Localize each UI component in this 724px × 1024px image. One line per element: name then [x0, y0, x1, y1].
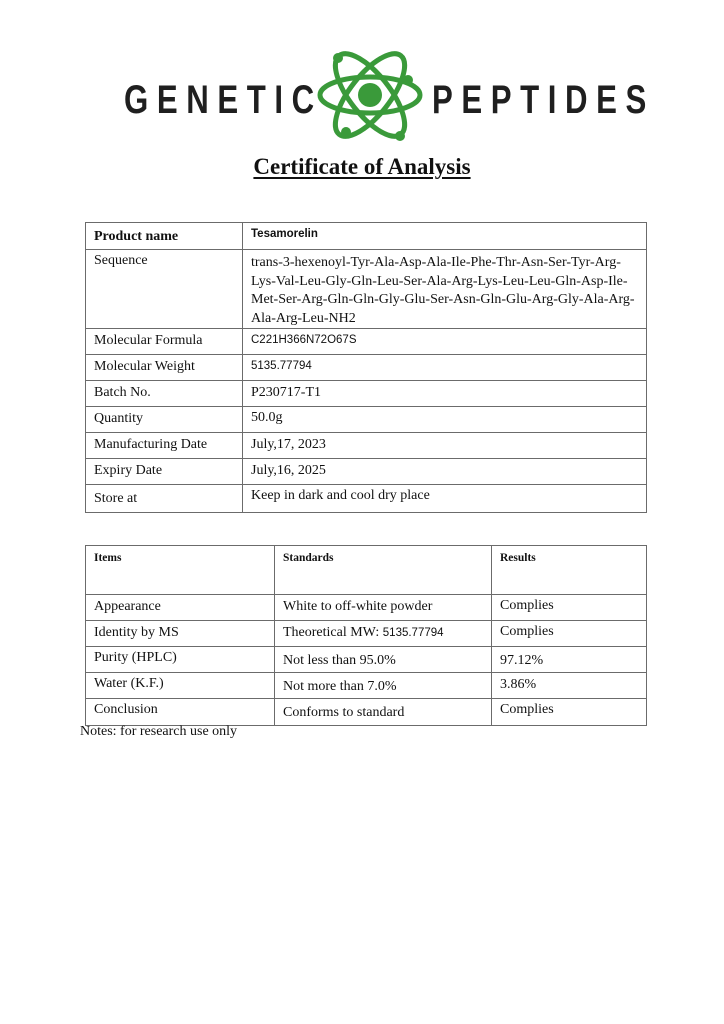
- table-row: [86, 381, 647, 407]
- atom-icon: [316, 36, 424, 154]
- expiry-date-label: Expiry Date: [86, 459, 243, 485]
- standard-prefix: Theoretical MW:: [283, 625, 383, 640]
- store-at-value: Keep in dark and cool dry place: [243, 485, 647, 513]
- logo-word-peptides: PEPTIDES: [432, 78, 655, 122]
- table-row: [86, 621, 647, 647]
- item-cell: Purity (HPLC): [86, 647, 275, 673]
- column-header-results: Results: [492, 546, 647, 595]
- column-header-standards: Standards: [275, 546, 492, 595]
- logo-word-genetic: GENETIC: [124, 78, 323, 122]
- table-row: [86, 329, 647, 355]
- table-row: [86, 699, 647, 726]
- company-logo: [0, 36, 724, 154]
- expiry-date-value: July,16, 2025: [243, 459, 647, 485]
- batch-no-value: P230717-T1: [243, 381, 647, 407]
- standard-value: 5135.77794: [382, 627, 444, 639]
- table-row: [86, 433, 647, 459]
- table-header-row: [86, 546, 647, 595]
- manufacturing-date-label: Manufacturing Date: [86, 433, 243, 459]
- table-row: [86, 250, 647, 329]
- product-info-table: [85, 222, 647, 513]
- result-cell: 97.12%: [492, 647, 647, 673]
- standard-cell: Not less than 95.0%: [275, 647, 492, 673]
- table-row: [86, 673, 647, 699]
- table-row: [86, 595, 647, 621]
- quantity-label: Quantity: [86, 407, 243, 433]
- item-cell: Water (K.F.): [86, 673, 275, 699]
- product-name-label: Product name: [86, 223, 243, 250]
- standard-cell: Not more than 7.0%: [275, 673, 492, 699]
- result-cell: Complies: [492, 595, 647, 621]
- test-results-table: [85, 545, 647, 726]
- notes-text: Notes: for research use only: [80, 724, 238, 739]
- molecular-weight-value: 5135.77794: [243, 355, 647, 381]
- standard-cell: White to off-white powder: [275, 595, 492, 621]
- standard-cell: [275, 621, 492, 647]
- result-cell: Complies: [492, 621, 647, 647]
- batch-no-label: Batch No.: [86, 381, 243, 407]
- standard-cell: Conforms to standard: [275, 699, 492, 726]
- manufacturing-date-value: July,17, 2023: [243, 433, 647, 459]
- table-row: [86, 355, 647, 381]
- sequence-label: Sequence: [86, 250, 243, 329]
- sequence-value: trans-3-hexenoyl-Tyr-Ala-Asp-Ala-Ile-Phe-Thr-Asn-Ser-Tyr-Arg-Lys-Val-Leu-Gly-Gln-Leu-Ser-Ala-Arg-Lys-Leu-Leu-Gln-Asp-Ile-Met-Ser-Arg-Gln-Gln-Gly-Glu-Ser-Asn-Gln-Glu-Arg-Gly-Ala-Arg-Ala-Arg-Leu-NH2: [243, 250, 647, 329]
- product-name-value: Tesamorelin: [243, 223, 647, 250]
- store-at-label: Store at: [86, 485, 243, 513]
- molecular-weight-label: Molecular Weight: [86, 355, 243, 381]
- table-row: [86, 407, 647, 433]
- table-row: [86, 459, 647, 485]
- table-row: [86, 485, 647, 513]
- item-cell: Appearance: [86, 595, 275, 621]
- column-header-items: Items: [86, 546, 275, 595]
- molecular-formula-value: C221H366N72O67S: [243, 329, 647, 355]
- result-cell: 3.86%: [492, 673, 647, 699]
- document-title: Certificate of Analysis: [253, 154, 471, 179]
- table-row: [86, 223, 647, 250]
- molecular-formula-label: Molecular Formula: [86, 329, 243, 355]
- table-row: [86, 647, 647, 673]
- item-cell: Identity by MS: [86, 621, 275, 647]
- quantity-value: 50.0g: [243, 407, 647, 433]
- result-cell: Complies: [492, 699, 647, 726]
- item-cell: Conclusion: [86, 699, 275, 726]
